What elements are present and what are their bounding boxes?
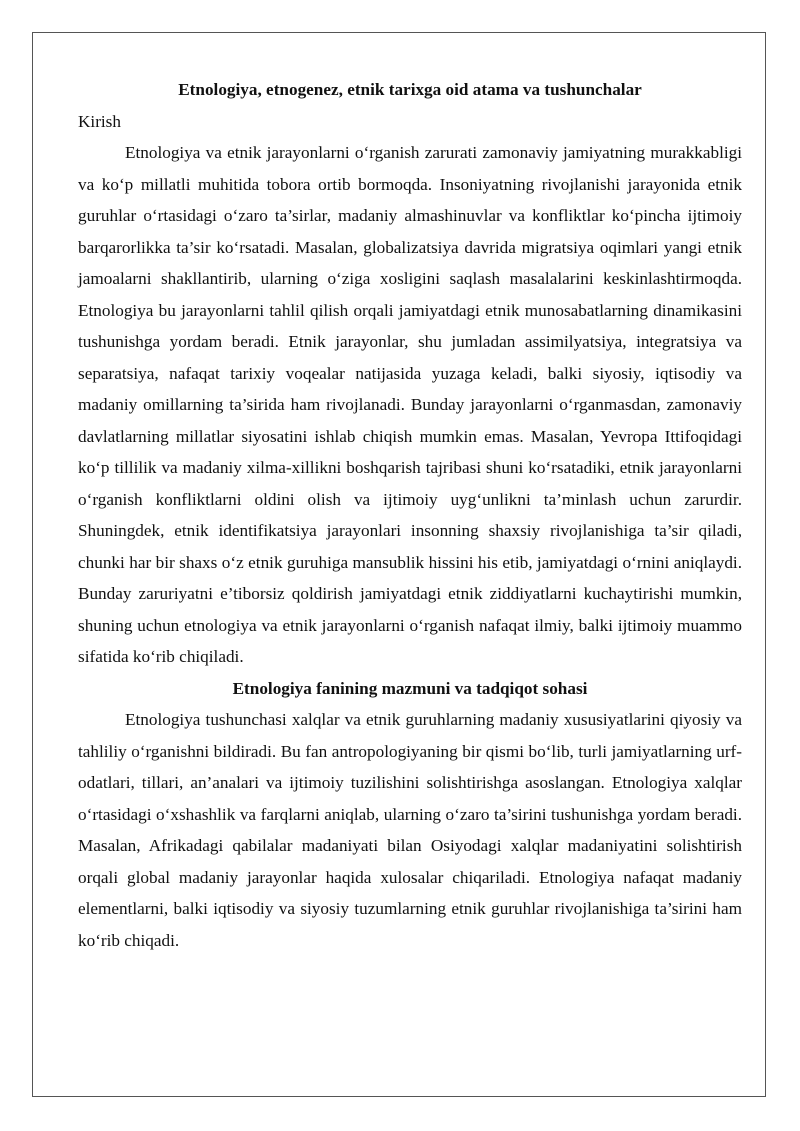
section-paragraph: Etnologiya tushunchasi xalqlar va etnik guruhlarning madaniy xususiyatlarini qiyosiy va tahliliy o‘rganishni bildiradi. Bu fan antropologiyaning bir qismi bo‘lib, turli jamiyatlarning urf-odatlari, tillari, an’analari va ijtimoiy tuzilishini solishtirishga asoslangan. Etnologiya xalqlar o‘rtasidagi o‘xshashlik va farqlarni aniqlab, ularning o‘zaro ta’sirini tushunishga yordam beradi. Masalan, Afrikadagi qabilalar madaniyati bilan Osiyodagi xalqlar madaniyatini solishtirish orqali global madaniy jarayonlar haqida xulosalar chiqariladi. Etnologiya nafaqat madaniy elementlarni, balki iqtisodiy va siyosiy tuzumlarning etnik guruhlar rivojlanishiga ta’sirini ham ko‘rib chiqadi. xyxy=(78,710,742,950)
document-title: Etnologiya, etnogenez, etnik tarixga oid atama va tushunchalar xyxy=(178,80,642,99)
section-heading: Etnologiya fanining mazmuni va tadqiqot sohasi xyxy=(232,678,588,698)
document-body xyxy=(78,74,742,956)
intro-paragraph: Etnologiya va etnik jarayonlarni o‘rganish zarurati zamonaviy jamiyatning murakkabligi va ko‘p millatli muhitida tobora ortib bormoqda. Insoniyatning rivojlanishi jarayonida etnik guruhlar o‘rtasidagi o‘zaro ta’sirlar, madaniy almashinuvlar va konfliktlar ko‘pincha ijtimoiy barqarorlikka ta’sir ko‘rsatadi. Masalan, globalizatsiya davrida migratsiya oqimlari yangi etnik jamoalarni shakllantirib, ularning o‘ziga xosligini saqlash masalalarini keskinlashtirmoqda. Etnologiya bu jarayonlarni tahlil qilish orqali jamiyatdagi etnik munosabatlarning dinamikasini tushunishga yordam beradi. Etnik jarayonlar, shu jumladan assimilyatsiya, integratsiya va separatsiya, nafaqat tarixiy voqealar natijasida yuzaga keladi, balki siyosiy, iqtisodiy va madaniy omillarning ta’sirida ham rivojlanadi. Bunday jarayonlarni o‘rganmasdan, zamonaviy davlatlarning millatlar siyosatini ishlab chiqish mumkin emas. Masalan, Yevropa Ittifoqidagi ko‘p tillilik va madaniy xilma-xillikni boshqarish tajribasi shuni ko‘rsatadiki, etnik jarayonlarni o‘rganish konfliktlarni oldini olish va ijtimoiy uyg‘unlikni ta’minlash uchun zarurdir. Shuningdek, etnik identifikatsiya jarayonlari insonning shaxsiy rivojlanishiga ta’sir qiladi, chunki har bir shaxs o‘z etnik guruhiga mansublik hissini his etib, jamiyatdagi o‘rnini aniqlaydi. Bunday zaruriyatni e’tiborsiz qoldirish jamiyatdagi etnik ziddiyatlarni kuchaytirishi mumkin, shuning uchun etnologiya va etnik jarayonlarni o‘rganish nafaqat ilmiy, balki ijtimoiy muammo sifatida ko‘rib chiqiladi. xyxy=(78,143,742,666)
intro-label: Kirish xyxy=(78,111,121,131)
